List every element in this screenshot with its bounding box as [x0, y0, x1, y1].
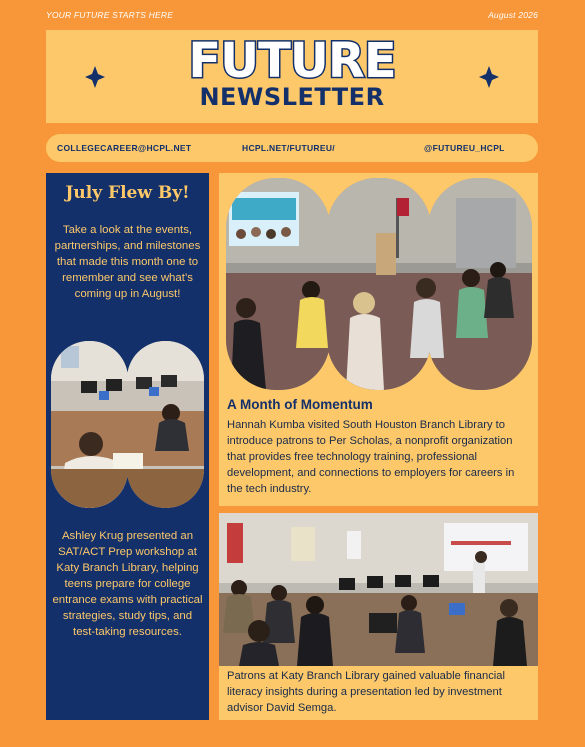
issue-date: August 2026: [488, 10, 538, 20]
website-link[interactable]: HCPL.NET/FUTUREU/: [242, 143, 335, 153]
sidebar-caption: Ashley Krug presented an SAT/ACT Prep workshop at Katy Branch Library, helping teens prepare for college entrance exams with practical strategies, study tips, and test-taking resources.: [52, 530, 203, 638]
sidebar-title: July Flew By!: [65, 183, 190, 203]
sat-workshop-photo: [51, 341, 204, 508]
newsletter-title: [46, 33, 538, 111]
feature-heading: A Month of Momentum: [227, 397, 373, 412]
per-scholas-session-photo: [226, 178, 532, 390]
contact-bar: [46, 134, 538, 162]
sidebar-panel: [46, 173, 209, 720]
email-link[interactable]: COLLEGECAREER@HCPL.NET: [57, 143, 192, 153]
financial-literacy-photo: [219, 513, 538, 666]
title-future: FUTURE: [188, 33, 396, 89]
masthead: [46, 30, 538, 123]
tagline: YOUR FUTURE STARTS HERE: [46, 10, 174, 20]
feature-body: Hannah Kumba visited South Houston Branch Library to introduce patrons to Per Scholas, a nonprofit organization that provides free technology training, professional development, and connections to employers for careers in the tech industry.: [227, 419, 515, 495]
social-handle-link[interactable]: @FUTUREU_HCPL: [424, 143, 505, 153]
sidebar-intro: Take a look at the events, partnerships, and milestones that made this month one to remember and see what’s coming up in August!: [54, 224, 201, 300]
title-newsletter: NEWSLETTER: [199, 83, 385, 111]
top-bar: [46, 10, 538, 22]
sparkle-star-icon: [479, 66, 499, 88]
feature-card: [219, 173, 538, 506]
second-story-body: Patrons at Katy Branch Library gained valuable financial literacy insights during a presentation led by investment advisor David Semga.: [227, 670, 505, 714]
second-story-card: [219, 513, 538, 720]
